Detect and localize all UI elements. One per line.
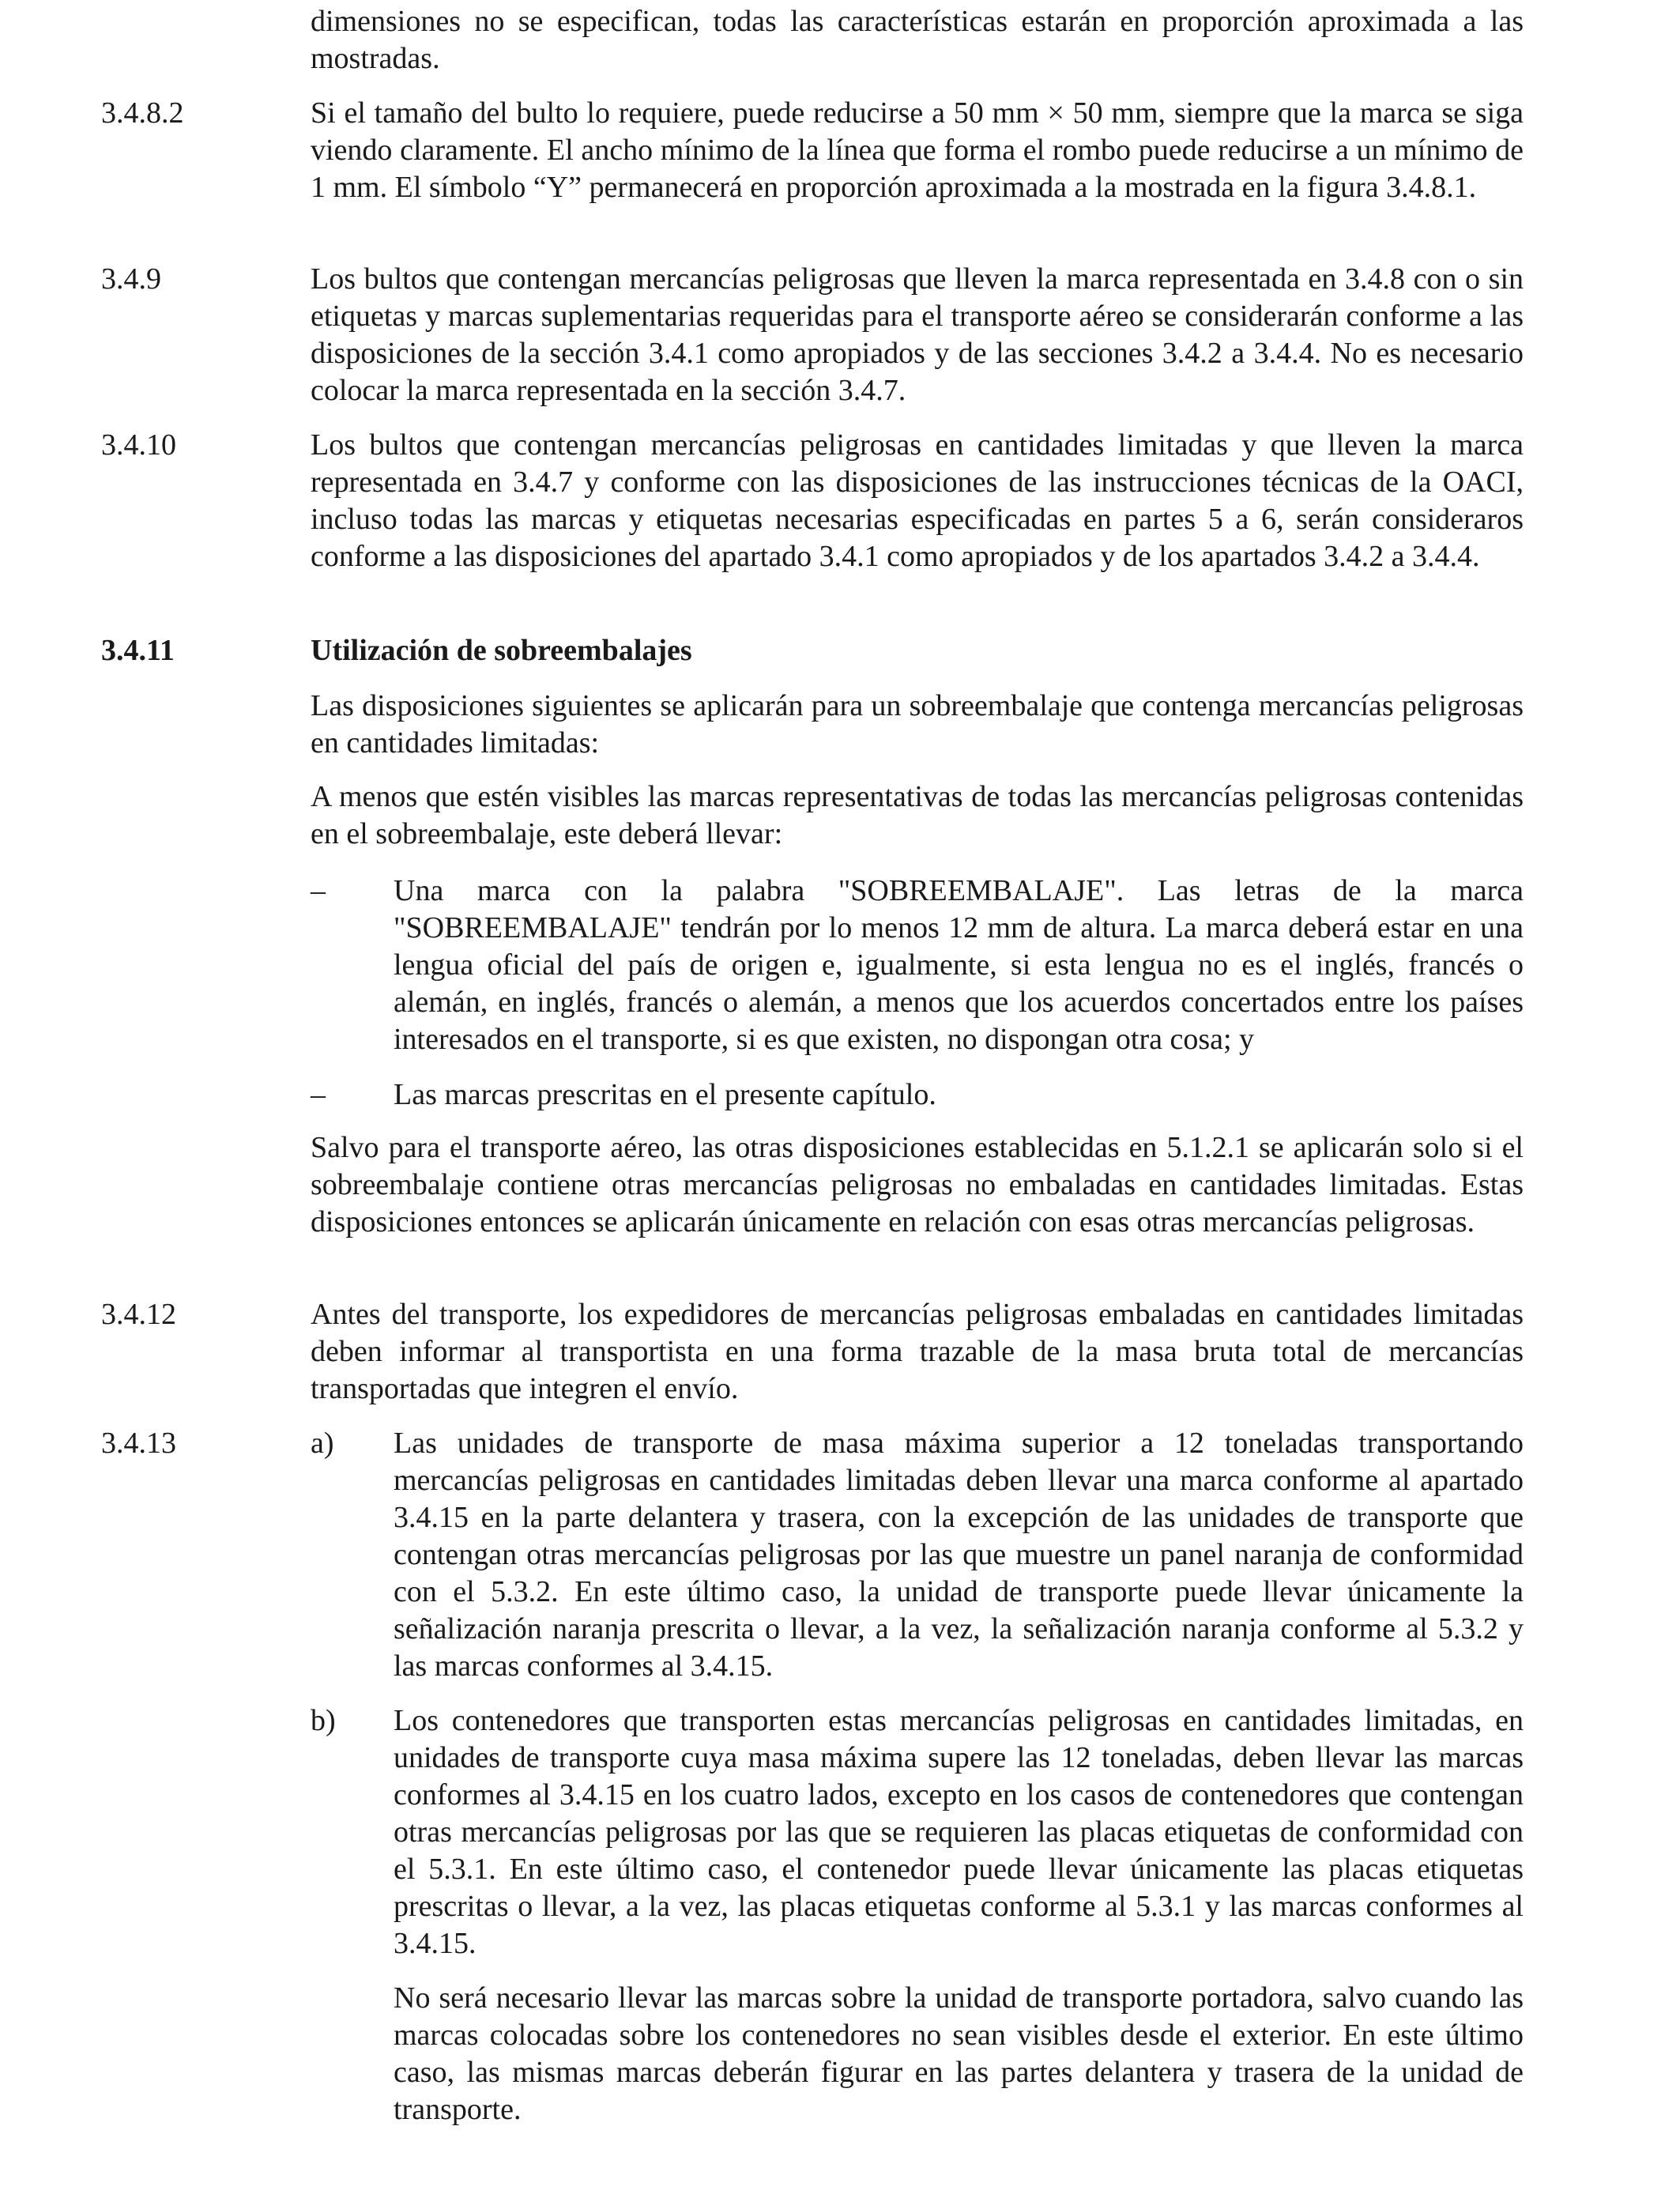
section-3-4-11-paragraph-3: Salvo para el transporte aéreo, las otras disposiciones establecidas en 5.1.2.1 se aplicarán solo si el sobreembalaje contiene otras mercancías peligrosas no embaladas en cantidades limitadas. Estas disposiciones entonces se aplicarán únicamente en relación con esas otras mercancías peligrosas.	[311, 1131, 1524, 1238]
section-text-3-4-8-2: Si el tamaño del bulto lo requiere, puede reducirse a 50 mm × 50 mm, siempre que la marca se siga viendo claramente. El ancho mínimo de la línea que forma el rombo puede reducirse a un mínimo de 1 mm. El símbolo “Y” permanecerá en proporción aproximada a la mostrada en la figura 3.4.8.1.	[311, 96, 1524, 204]
section-number-3-4-13: 3.4.13	[101, 1427, 176, 1460]
section-3-4-11-paragraph-1: Las disposiciones siguientes se aplicarán para un sobreembalaje que contenga mercancías peligrosas en cantidades limitadas:	[311, 689, 1524, 760]
bullet-item-text: Las marcas prescritas en el presente capítulo.	[394, 1078, 936, 1111]
section-text-3-4-10: Los bultos que contengan mercancías peligrosas en cantidades limitadas y que lleven la marca representada en 3.4.7 y conforme con las disposiciones de las instrucciones técnicas de la OACI, incluso todas las marcas y etiquetas necesarias especificadas en partes 5 a 6, serán consideraros conforme a las disposiciones del apartado 3.4.1 como apropiados y de los apartados 3.4.2 a 3.4.4.	[311, 428, 1524, 573]
list-item-b-text: Los contenedores que transporten estas mercancías peligrosas en cantidades limitadas, en unidades de transporte cuya masa máxima supere las 12 toneladas, deben llevar las marcas conformes al 3.4.15 en los cuatro lados, excepto en los casos de contenedores que contengan otras mercancías peligrosas por las que se requieren las placas etiquetas de conformidad con el 5.3.1. En este último caso, el contenedor puede llevar únicamente las placas etiquetas prescritas o llevar, a la vez, las placas etiquetas conforme al 5.3.1 y las marcas conformes al 3.4.15.	[394, 1704, 1524, 1960]
section-number-3-4-9: 3.4.9	[101, 262, 161, 296]
section-text-3-4-12: Antes del transporte, los expedidores de mercancías peligrosas embaladas en cantidades limitadas deben informar al transportista en una forma trazable de la masa bruta total de mercancías transportadas que integren el envío.	[311, 1298, 1524, 1405]
intro-continuation: dimensiones no se especifican, todas las características estarán en proporción aproximada a las mostradas.	[311, 5, 1524, 75]
list-item-a-text: Las unidades de transporte de masa máxima superior a 12 toneladas transportando mercancías peligrosas en cantidades limitadas deben llevar una marca conforme al apartado 3.4.15 en la parte delantera y trasera, con la excepción de las unidades de transporte que contengan otras mercancías peligrosas por las que muestre un panel naranja de conformidad con el 5.3.2. En este último caso, la unidad de transporte puede llevar únicamente la señalización naranja prescrita o llevar, a la vez, la señalización naranja conforme al 5.3.2 y las marcas conformes al 3.4.15.	[394, 1427, 1524, 1683]
section-text-3-4-9: Los bultos que contengan mercancías peligrosas que lleven la marca representada en 3.4.8 con o sin etiquetas y marcas suplementarias requeridas para el transporte aéreo se considerarán conforme a las disposiciones de la sección 3.4.1 como apropiados y de las secciones 3.4.2 a 3.4.4. No es necesario colocar la marca representada en la sección 3.4.7.	[311, 262, 1524, 407]
section-3-4-13-closing-paragraph: No será necesario llevar las marcas sobre la unidad de transporte portadora, salvo cuando las marcas colocadas sobre los contenedores no sean visibles desde el exterior. En este último caso, las mismas marcas deberán figurar en las partes delantera y trasera de la unidad de transporte.	[394, 1981, 1524, 2126]
list-marker-a: a)	[311, 1427, 334, 1460]
section-number-3-4-8-2: 3.4.8.2	[101, 96, 184, 130]
list-marker-b: b)	[311, 1704, 336, 1737]
section-number-3-4-11: 3.4.11	[101, 634, 175, 667]
section-3-4-11-paragraph-2: A menos que estén visibles las marcas representativas de todas las mercancías peligrosas contenidas en el sobreembalaje, este deberá llevar:	[311, 780, 1524, 850]
section-title-3-4-11: Utilización de sobreembalajes	[311, 634, 692, 667]
bullet-marker: –	[311, 1078, 326, 1111]
bullet-marker: –	[311, 874, 326, 907]
bullet-item-text: Una marca con la palabra "SOBREEMBALAJE". Las letras de la marca "SOBREEMBALAJE" tendrán por lo menos 12 mm de altura. La marca deberá estar en una lengua oficial del país de origen e, igualmente, si esta lengua no es el inglés, francés o alemán, en inglés, francés o alemán, a menos que los acuerdos concertados entre los países interesados en el transporte, si es que existen, no dispongan otra cosa; y	[394, 874, 1524, 1056]
section-number-3-4-10: 3.4.10	[101, 428, 176, 462]
section-number-3-4-12: 3.4.12	[101, 1298, 176, 1331]
